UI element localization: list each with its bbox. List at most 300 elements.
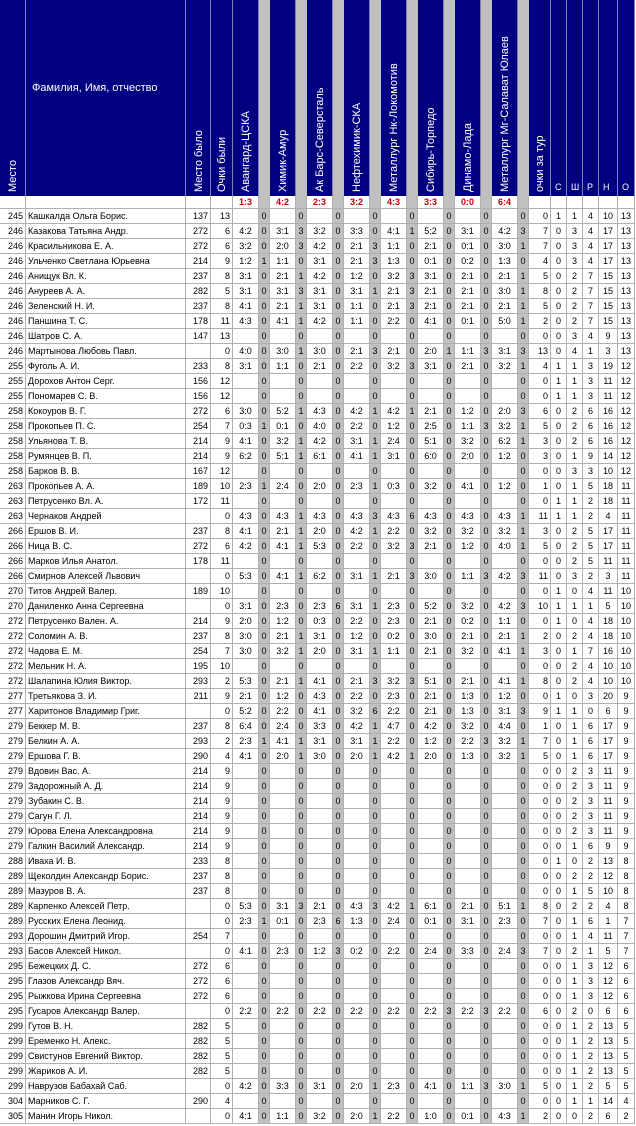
table-cell: 4:3 xyxy=(381,509,407,524)
table-cell xyxy=(492,824,518,839)
table-cell: 0 xyxy=(407,629,418,644)
table-cell: 4 xyxy=(583,239,599,254)
table-cell: 13 xyxy=(618,239,635,254)
table-cell xyxy=(455,824,481,839)
table-cell: 0 xyxy=(259,239,270,254)
table-cell: 13 xyxy=(618,299,635,314)
table-cell: 1:1 xyxy=(455,419,481,434)
table-cell: 1 xyxy=(567,704,583,719)
match-result-2: 4:2 xyxy=(270,196,296,209)
table-cell: 1 xyxy=(567,389,583,404)
table-cell: 0 xyxy=(333,1004,344,1019)
table-cell: 0 xyxy=(518,1064,529,1079)
table-cell: 6 xyxy=(211,539,233,554)
table-cell: 0 xyxy=(296,794,307,809)
table-cell xyxy=(492,764,518,779)
table-cell: 1:2 xyxy=(492,449,518,464)
table-cell: 0 xyxy=(481,824,492,839)
table-cell: 0 xyxy=(481,584,492,599)
table-cell: 4:3 xyxy=(492,1109,518,1124)
table-cell: 0 xyxy=(518,824,529,839)
table-row xyxy=(0,839,636,854)
table-cell: 2 xyxy=(567,434,583,449)
table-cell: 0 xyxy=(407,1004,418,1019)
table-cell: 11 xyxy=(618,509,635,524)
table-cell: 2:2 xyxy=(270,1004,296,1019)
table-cell: 0 xyxy=(518,839,529,854)
table-cell: 0 xyxy=(481,974,492,989)
table-cell: 0 xyxy=(518,689,529,704)
table-cell: 9 xyxy=(583,449,599,464)
table-cell: 4 xyxy=(618,1094,635,1109)
table-cell xyxy=(492,989,518,1004)
table-cell: 10 xyxy=(618,674,635,689)
table-row xyxy=(0,809,636,824)
table-cell: 1 xyxy=(518,539,529,554)
table-cell: 0 xyxy=(518,854,529,869)
table-cell: 0 xyxy=(518,1094,529,1109)
table-cell: 11 xyxy=(599,374,618,389)
table-cell: 0 xyxy=(333,389,344,404)
table-cell: 6 xyxy=(583,749,599,764)
table-cell: 0 xyxy=(333,749,344,764)
table-cell: 0 xyxy=(551,419,567,434)
table-cell: 2 xyxy=(567,419,583,434)
table-cell: 1 xyxy=(567,749,583,764)
table-cell: 0 xyxy=(481,389,492,404)
table-cell: 2 xyxy=(211,734,233,749)
table-cell xyxy=(418,809,444,824)
table-cell: Ершов В. И. xyxy=(26,524,186,539)
table-cell: 0 xyxy=(211,1079,233,1094)
table-cell: 5:2 xyxy=(418,599,444,614)
table-cell: 272 xyxy=(186,974,211,989)
table-cell: 0 xyxy=(551,749,567,764)
table-cell: 12 xyxy=(618,419,635,434)
table-cell: 3 xyxy=(518,224,529,239)
table-cell: 0 xyxy=(370,224,381,239)
table-cell: 0 xyxy=(211,344,233,359)
table-row xyxy=(0,899,636,914)
table-row xyxy=(0,539,636,554)
table-cell: 4:4 xyxy=(492,719,518,734)
table-cell: 0 xyxy=(481,449,492,464)
table-cell: 0 xyxy=(481,239,492,254)
table-cell: 0 xyxy=(370,839,381,854)
table-cell: 8 xyxy=(211,269,233,284)
table-cell: 2 xyxy=(567,269,583,284)
table-cell: 5 xyxy=(599,1079,618,1094)
table-cell: 14 xyxy=(599,449,618,464)
table-cell: 2:3 xyxy=(233,914,259,929)
table-cell: 282 xyxy=(186,1064,211,1079)
table-cell: 7 xyxy=(529,239,551,254)
table-cell xyxy=(381,884,407,899)
table-cell: 0 xyxy=(407,554,418,569)
table-cell: 0 xyxy=(529,839,551,854)
table-cell: 0 xyxy=(407,449,418,464)
table-cell: 1:1 xyxy=(455,569,481,584)
table-cell: 17 xyxy=(599,719,618,734)
table-cell: 16 xyxy=(599,644,618,659)
table-cell: 9 xyxy=(618,719,635,734)
table-cell xyxy=(233,854,259,869)
table-cell: 0 xyxy=(407,779,418,794)
table-cell: 0 xyxy=(407,704,418,719)
table-cell: 7 xyxy=(583,299,599,314)
table-cell: 0 xyxy=(551,1064,567,1079)
table-cell: 3 xyxy=(481,1079,492,1094)
table-cell: 4 xyxy=(583,584,599,599)
table-cell xyxy=(455,1094,481,1109)
table-cell: 6 xyxy=(583,719,599,734)
table-cell: 1 xyxy=(259,734,270,749)
table-cell xyxy=(492,884,518,899)
table-cell: 7 xyxy=(618,944,635,959)
table-cell: 258 xyxy=(0,449,26,464)
table-cell: 3 xyxy=(583,689,599,704)
table-cell: 246 xyxy=(0,299,26,314)
table-cell: Мазуров В. А. xyxy=(26,884,186,899)
table-cell: 1 xyxy=(551,599,567,614)
table-cell: 0 xyxy=(407,374,418,389)
table-cell: 0 xyxy=(333,929,344,944)
header-match-5-points xyxy=(407,0,418,196)
table-row xyxy=(0,1019,636,1034)
table-cell: 4:2 xyxy=(344,524,370,539)
table-cell xyxy=(307,854,333,869)
table-cell: 0 xyxy=(333,224,344,239)
table-cell: 255 xyxy=(0,374,26,389)
table-cell: 2:0 xyxy=(307,524,333,539)
table-cell: 2:2 xyxy=(307,1004,333,1019)
table-cell xyxy=(270,989,296,1004)
table-row xyxy=(0,494,636,509)
table-cell xyxy=(418,494,444,509)
results-cell xyxy=(370,196,381,209)
table-cell: 4:1 xyxy=(270,734,296,749)
table-cell xyxy=(455,1034,481,1049)
table-cell: 1:1 xyxy=(270,1109,296,1124)
table-cell: Прокопьев П. С. xyxy=(26,419,186,434)
match-result-7: 0:0 xyxy=(455,196,481,209)
table-cell: 2:0 xyxy=(270,749,296,764)
table-cell: 4:1 xyxy=(233,434,259,449)
table-cell: 2 xyxy=(583,1109,599,1124)
table-row xyxy=(0,224,636,239)
table-cell xyxy=(233,869,259,884)
header-match-5 xyxy=(381,0,407,196)
table-cell: 0 xyxy=(211,509,233,524)
table-cell: 0 xyxy=(481,374,492,389)
table-cell: 0:1 xyxy=(455,314,481,329)
table-row xyxy=(0,659,636,674)
table-row xyxy=(0,1034,636,1049)
table-cell: 0 xyxy=(333,854,344,869)
table-cell: 10 xyxy=(618,584,635,599)
table-cell: 0 xyxy=(407,929,418,944)
table-cell: 0 xyxy=(370,914,381,929)
table-cell: 3:2 xyxy=(492,734,518,749)
table-cell: 0 xyxy=(444,854,455,869)
table-cell: 2 xyxy=(567,299,583,314)
table-cell xyxy=(492,1049,518,1064)
table-cell: 0 xyxy=(333,779,344,794)
table-cell: 1 xyxy=(296,509,307,524)
table-cell xyxy=(455,584,481,599)
table-cell: 288 xyxy=(0,854,26,869)
table-cell: 0 xyxy=(259,1034,270,1049)
table-cell: 2 xyxy=(567,314,583,329)
table-cell: 0 xyxy=(333,554,344,569)
table-row xyxy=(0,614,636,629)
table-row xyxy=(0,794,636,809)
table-cell xyxy=(344,824,370,839)
table-cell: 3:1 xyxy=(270,899,296,914)
table-cell xyxy=(381,839,407,854)
table-cell: 3:0 xyxy=(418,629,444,644)
results-cell xyxy=(444,196,455,209)
table-cell: 1 xyxy=(567,359,583,374)
table-cell: 5 xyxy=(583,539,599,554)
table-cell xyxy=(455,794,481,809)
table-cell: Петрусенко Вл. А. xyxy=(26,494,186,509)
table-cell xyxy=(233,809,259,824)
table-cell: 0 xyxy=(296,944,307,959)
table-cell: 2:1 xyxy=(492,299,518,314)
table-cell: 5 xyxy=(529,419,551,434)
table-cell xyxy=(233,824,259,839)
table-cell: 1 xyxy=(296,539,307,554)
table-cell: 2:1 xyxy=(270,299,296,314)
table-cell: 1:1 xyxy=(344,314,370,329)
header-place xyxy=(0,0,26,196)
table-cell: 2:1 xyxy=(381,299,407,314)
table-cell: Ульченко Светлана Юрьевна xyxy=(26,254,186,269)
table-cell: 2:3 xyxy=(233,734,259,749)
table-cell xyxy=(270,764,296,779)
table-cell: 0 xyxy=(407,1094,418,1109)
table-cell: 6 xyxy=(599,704,618,719)
table-cell: 3 xyxy=(583,389,599,404)
table-cell xyxy=(455,329,481,344)
table-cell: 0 xyxy=(567,1109,583,1124)
table-cell: Иваха И. В. xyxy=(26,854,186,869)
header-match-1 xyxy=(233,0,259,196)
table-cell: 10 xyxy=(599,659,618,674)
table-cell xyxy=(270,329,296,344)
table-cell: 2:1 xyxy=(418,404,444,419)
table-cell: 0 xyxy=(444,209,455,224)
table-cell: 0 xyxy=(551,464,567,479)
table-cell xyxy=(455,839,481,854)
table-cell: 9 xyxy=(618,779,635,794)
table-cell: 0 xyxy=(407,1019,418,1034)
table-cell: 0 xyxy=(444,1019,455,1034)
header-match-8-label: Металлург Мг-Салават Юлаев xyxy=(499,36,511,192)
table-cell: 0 xyxy=(551,764,567,779)
table-cell: 1 xyxy=(567,494,583,509)
table-cell: 2:0 xyxy=(307,479,333,494)
table-cell: 1 xyxy=(296,569,307,584)
table-cell: 0 xyxy=(444,494,455,509)
table-cell: 3:0 xyxy=(233,629,259,644)
table-cell: 0 xyxy=(551,674,567,689)
table-cell: 0 xyxy=(551,959,567,974)
table-cell: 11 xyxy=(618,524,635,539)
table-cell: 254 xyxy=(186,929,211,944)
table-cell: 0 xyxy=(481,284,492,299)
table-cell xyxy=(270,779,296,794)
table-cell: 0 xyxy=(481,1034,492,1049)
table-cell: 3 xyxy=(567,329,583,344)
table-cell: 9 xyxy=(618,824,635,839)
table-cell: 17 xyxy=(599,749,618,764)
results-cell xyxy=(583,196,599,209)
table-cell: 3:0 xyxy=(307,749,333,764)
table-cell: 1 xyxy=(296,269,307,284)
table-cell: 13 xyxy=(618,329,635,344)
header-match-6-points xyxy=(444,0,455,196)
table-cell: 1 xyxy=(583,599,599,614)
table-cell: 2:1 xyxy=(344,674,370,689)
table-cell xyxy=(455,764,481,779)
table-cell: 0 xyxy=(259,329,270,344)
table-cell: 0 xyxy=(518,254,529,269)
table-cell: 2:1 xyxy=(307,899,333,914)
table-cell: 0 xyxy=(333,419,344,434)
table-cell: 0 xyxy=(333,959,344,974)
table-cell: 4:1 xyxy=(233,749,259,764)
table-cell: 279 xyxy=(0,794,26,809)
table-cell: 0 xyxy=(551,329,567,344)
header-match-5-label: Металлург Нк-Локомотив xyxy=(388,63,400,192)
table-cell: 3 xyxy=(567,224,583,239)
table-cell: 0 xyxy=(551,404,567,419)
table-cell: 4:3 xyxy=(233,509,259,524)
table-cell: Гутов В. Н. xyxy=(26,1019,186,1034)
table-cell: 0 xyxy=(333,344,344,359)
table-row xyxy=(0,1079,636,1094)
table-cell: 0 xyxy=(551,929,567,944)
table-cell: 1 xyxy=(518,314,529,329)
table-cell xyxy=(455,209,481,224)
table-cell: 0 xyxy=(259,569,270,584)
table-cell: 0:2 xyxy=(455,614,481,629)
table-cell: 0 xyxy=(407,614,418,629)
table-cell: 6 xyxy=(211,959,233,974)
table-cell: 0 xyxy=(259,749,270,764)
table-cell: 0 xyxy=(333,644,344,659)
table-cell: 1 xyxy=(518,1109,529,1124)
table-cell: 2:0 xyxy=(344,749,370,764)
table-cell: 0 xyxy=(211,704,233,719)
table-cell xyxy=(418,389,444,404)
table-cell: 0 xyxy=(333,629,344,644)
table-cell: 3 xyxy=(407,284,418,299)
table-cell: 6 xyxy=(583,419,599,434)
table-cell: 17 xyxy=(599,524,618,539)
table-cell: 0 xyxy=(296,839,307,854)
table-cell xyxy=(307,389,333,404)
table-cell xyxy=(381,464,407,479)
table-cell: 11 xyxy=(529,569,551,584)
table-cell: Дорошин Дмитрий Игор. xyxy=(26,929,186,944)
table-row xyxy=(0,944,636,959)
table-cell: 279 xyxy=(0,749,26,764)
table-cell: 5 xyxy=(211,1019,233,1034)
table-cell: 178 xyxy=(186,554,211,569)
table-cell: 0 xyxy=(567,689,583,704)
table-cell: 10 xyxy=(618,614,635,629)
table-cell: 0 xyxy=(529,1034,551,1049)
table-cell xyxy=(455,554,481,569)
table-cell: 6 xyxy=(618,989,635,1004)
table-cell xyxy=(307,1034,333,1049)
table-cell: 0:2 xyxy=(381,629,407,644)
table-cell: 6 xyxy=(599,1004,618,1019)
table-cell: 1 xyxy=(583,1094,599,1109)
table-cell: 1:2 xyxy=(344,629,370,644)
table-cell: 237 xyxy=(186,524,211,539)
table-cell: 0 xyxy=(259,359,270,374)
table-cell: 0 xyxy=(407,854,418,869)
table-cell: 13 xyxy=(618,224,635,239)
table-row xyxy=(0,914,636,929)
table-cell: 0 xyxy=(551,1109,567,1124)
table-cell xyxy=(233,554,259,569)
table-cell: 0 xyxy=(518,779,529,794)
table-cell: 0 xyxy=(583,1004,599,1019)
table-cell: 11 xyxy=(618,479,635,494)
table-cell: 1 xyxy=(370,599,381,614)
table-cell: 1:1 xyxy=(455,1079,481,1094)
table-cell: 1 xyxy=(551,584,567,599)
table-cell: 3:2 xyxy=(381,269,407,284)
table-row xyxy=(0,764,636,779)
table-cell: 0 xyxy=(529,1094,551,1109)
table-cell: 0 xyxy=(370,764,381,779)
header-match-3-points xyxy=(333,0,344,196)
table-cell: 2 xyxy=(567,674,583,689)
header-tour-points xyxy=(529,0,551,196)
table-cell: 1 xyxy=(370,734,381,749)
table-cell: 0 xyxy=(259,659,270,674)
table-cell: 1 xyxy=(567,929,583,944)
table-row xyxy=(0,1049,636,1064)
table-cell: Фуголь А. И. xyxy=(26,359,186,374)
table-cell: 10 xyxy=(618,659,635,674)
table-cell: Титов Андрей Валер. xyxy=(26,584,186,599)
table-cell xyxy=(307,869,333,884)
table-cell: 6 xyxy=(618,959,635,974)
table-cell: 13 xyxy=(599,1034,618,1049)
table-cell: 2:0 xyxy=(455,449,481,464)
table-cell xyxy=(381,209,407,224)
table-cell: 233 xyxy=(186,854,211,869)
match-result-8: 6:4 xyxy=(492,196,518,209)
table-cell: 3 xyxy=(583,764,599,779)
table-cell: 1 xyxy=(567,734,583,749)
table-cell: 272 xyxy=(186,539,211,554)
table-cell xyxy=(233,329,259,344)
table-cell xyxy=(418,869,444,884)
table-cell: 0 xyxy=(296,779,307,794)
table-cell: 0 xyxy=(259,314,270,329)
table-cell: 2 xyxy=(583,854,599,869)
table-cell: 0 xyxy=(296,989,307,1004)
table-cell: 2 xyxy=(583,1019,599,1034)
